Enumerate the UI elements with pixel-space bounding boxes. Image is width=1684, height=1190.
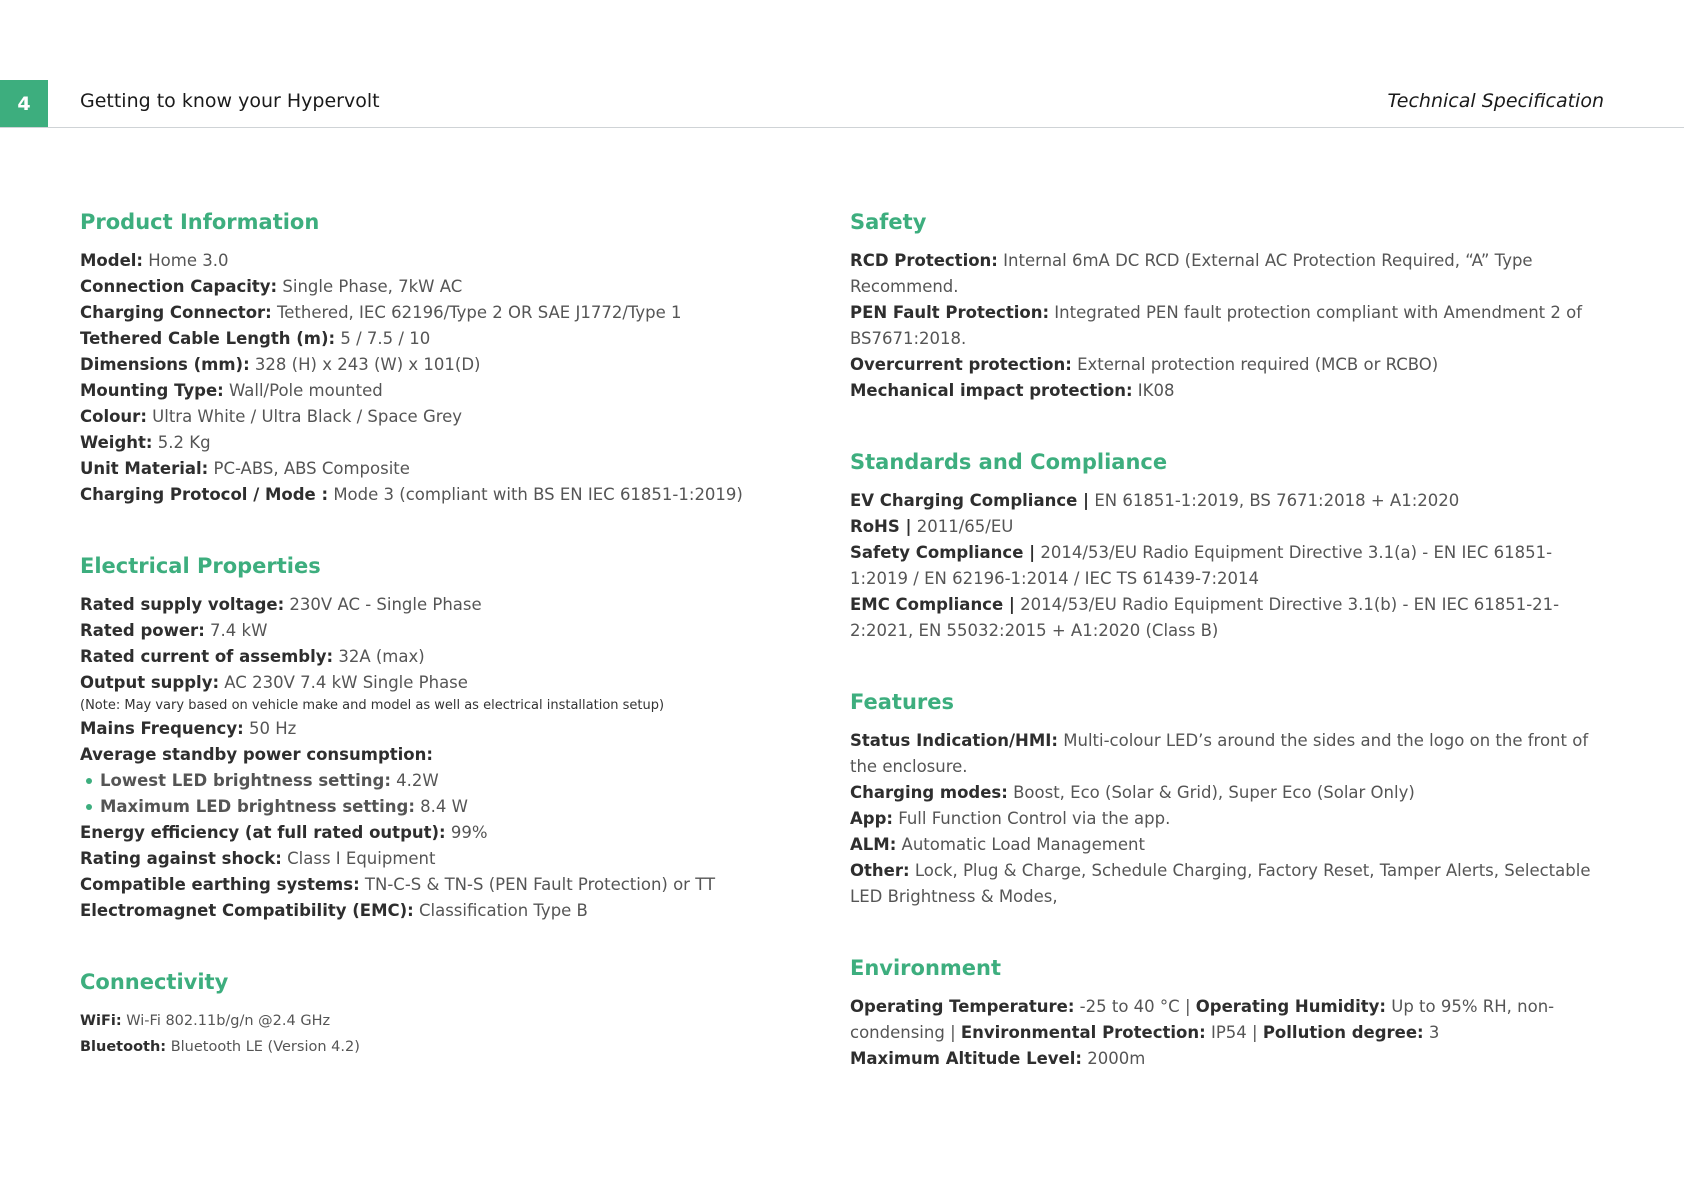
spec-note: (Note: May vary based on vehicle make and model as well as electrical installation setup) — [80, 698, 665, 713]
spec-row-safety-compliance: Safety Compliance | 2014/53/EU Radio Equipment Directive 3.1(a) - EN IEC 61851-1:2019 / EN 62196-1:2014 / IEC TS 61439-7:2014 — [850, 543, 1553, 588]
spec-row-status: Status Indication/HMI: Multi-colour LED’s around the sides and the logo on the front of the enclosure. — [850, 731, 1589, 776]
standards-section — [850, 448, 1610, 644]
spec-row-bluetooth: Bluetooth: Bluetooth LE (Version 4.2) — [80, 1039, 360, 1055]
section-title: Standards and Compliance — [850, 450, 1168, 474]
spec-row-mechanical: Mechanical impact protection: IK08 — [850, 381, 1175, 400]
bullet-item-max-led: Maximum LED brightness setting: 8.4 W — [80, 794, 800, 820]
section-title: Environment — [850, 956, 1002, 980]
header-divider — [0, 127, 1684, 128]
spec-row-rohs: RoHS | 2011/65/EU — [850, 517, 1014, 536]
spec-row-charging-modes: Charging modes: Boost, Eco (Solar & Grid), Super Eco (Solar Only) — [850, 783, 1415, 802]
environment-section — [850, 954, 1610, 1072]
spec-row-wifi: WiFi: Wi-Fi 802.11b/g/n @2.4 GHz — [80, 1013, 331, 1029]
spec-row-standby: Average standby power consumption: — [80, 745, 433, 764]
spec-row-ev-compliance: EV Charging Compliance | EN 61851-1:2019, BS 7671:2018 + A1:2020 — [850, 491, 1460, 510]
spec-row-emc: Electromagnet Compatibility (EMC): Classification Type B — [80, 901, 588, 920]
electrical-properties-section — [80, 552, 800, 924]
spec-row-altitude: Maximum Altitude Level: 2000m — [850, 1049, 1146, 1068]
spec-row-rcd: RCD Protection: Internal 6mA DC RCD (External AC Protection Required, “A” Type Recommend. — [850, 251, 1533, 296]
spec-row-connector: Charging Connector: Tethered, IEC 62196/Type 2 OR SAE J1772/Type 1 — [80, 303, 682, 322]
spec-row-efficiency: Energy efficiency (at full rated output): 99% — [80, 823, 488, 842]
spec-row-protocol: Charging Protocol / Mode : Mode 3 (compliant with BS EN IEC 61851-1:2019) — [80, 485, 743, 504]
spec-row-dimensions: Dimensions (mm): 328 (H) x 243 (W) x 101(D) — [80, 355, 481, 374]
page-header-section: Technical Specification — [1387, 90, 1604, 112]
right-column — [850, 208, 1610, 1116]
left-column — [80, 208, 800, 1104]
safety-section — [850, 208, 1610, 404]
spec-row-other: Other: Lock, Plug & Charge, Schedule Charging, Factory Reset, Tamper Alerts, Selectable LED Brightness & Modes, — [850, 861, 1591, 906]
spec-row-power: Rated power: 7.4 kW — [80, 621, 268, 640]
spec-row-capacity: Connection Capacity: Single Phase, 7kW AC — [80, 277, 463, 296]
spec-row-mounting: Mounting Type: Wall/Pole mounted — [80, 381, 383, 400]
connectivity-section — [80, 968, 800, 1060]
section-title: Connectivity — [80, 970, 229, 994]
spec-row-frequency: Mains Frequency: 50 Hz — [80, 719, 297, 738]
bullet-item-lowest-led: Lowest LED brightness setting: 4.2W — [80, 768, 800, 794]
spec-row-pen-fault: PEN Fault Protection: Integrated PEN fault protection compliant with Amendment 2 of BS7671:2018. — [850, 303, 1583, 348]
page-number: 4 — [0, 80, 48, 128]
spec-row-output: Output supply: AC 230V 7.4 kW Single Phase — [80, 673, 468, 692]
section-title: Product Information — [80, 210, 320, 234]
spec-row-colour: Colour: Ultra White / Ultra Black / Space Grey — [80, 407, 463, 426]
spec-row-voltage: Rated supply voltage: 230V AC - Single Phase — [80, 595, 482, 614]
spec-row-alm: ALM: Automatic Load Management — [850, 835, 1145, 854]
section-title: Electrical Properties — [80, 554, 321, 578]
spec-row-current: Rated current of assembly: 32A (max) — [80, 647, 425, 666]
bullet-dot-icon — [86, 804, 92, 810]
spec-row-weight: Weight: 5.2 Kg — [80, 433, 211, 452]
features-section — [850, 688, 1610, 910]
section-title: Safety — [850, 210, 927, 234]
spec-row-emc-compliance: EMC Compliance | 2014/53/EU Radio Equipment Directive 3.1(b) - EN IEC 61851-21-2:2021, EN 55032:2015 + A1:2020 (Class B) — [850, 595, 1560, 640]
spec-row-model: Model: Home 3.0 — [80, 251, 229, 270]
bullet-dot-icon — [86, 778, 92, 784]
spec-row-cable-length: Tethered Cable Length (m): 5 / 7.5 / 10 — [80, 329, 431, 348]
section-title: Features — [850, 690, 954, 714]
spec-row-material: Unit Material: PC-ABS, ABS Composite — [80, 459, 410, 478]
spec-row-shock: Rating against shock: Class I Equipment — [80, 849, 436, 868]
page-header-title: Getting to know your Hypervolt — [80, 90, 380, 112]
spec-row-overcurrent: Overcurrent protection: External protection required (MCB or RCBO) — [850, 355, 1439, 374]
spec-row-earthing: Compatible earthing systems: TN-C-S & TN-S (PEN Fault Protection) or TT — [80, 875, 716, 894]
spec-row-environment: Operating Temperature: -25 to 40 °C | Operating Humidity: Up to 95% RH, non-condensing | Environmental Protection: IP54 | Pollution degree: 3 — [850, 997, 1555, 1042]
spec-row-app: App: Full Function Control via the app. — [850, 809, 1171, 828]
product-information-section — [80, 208, 800, 508]
